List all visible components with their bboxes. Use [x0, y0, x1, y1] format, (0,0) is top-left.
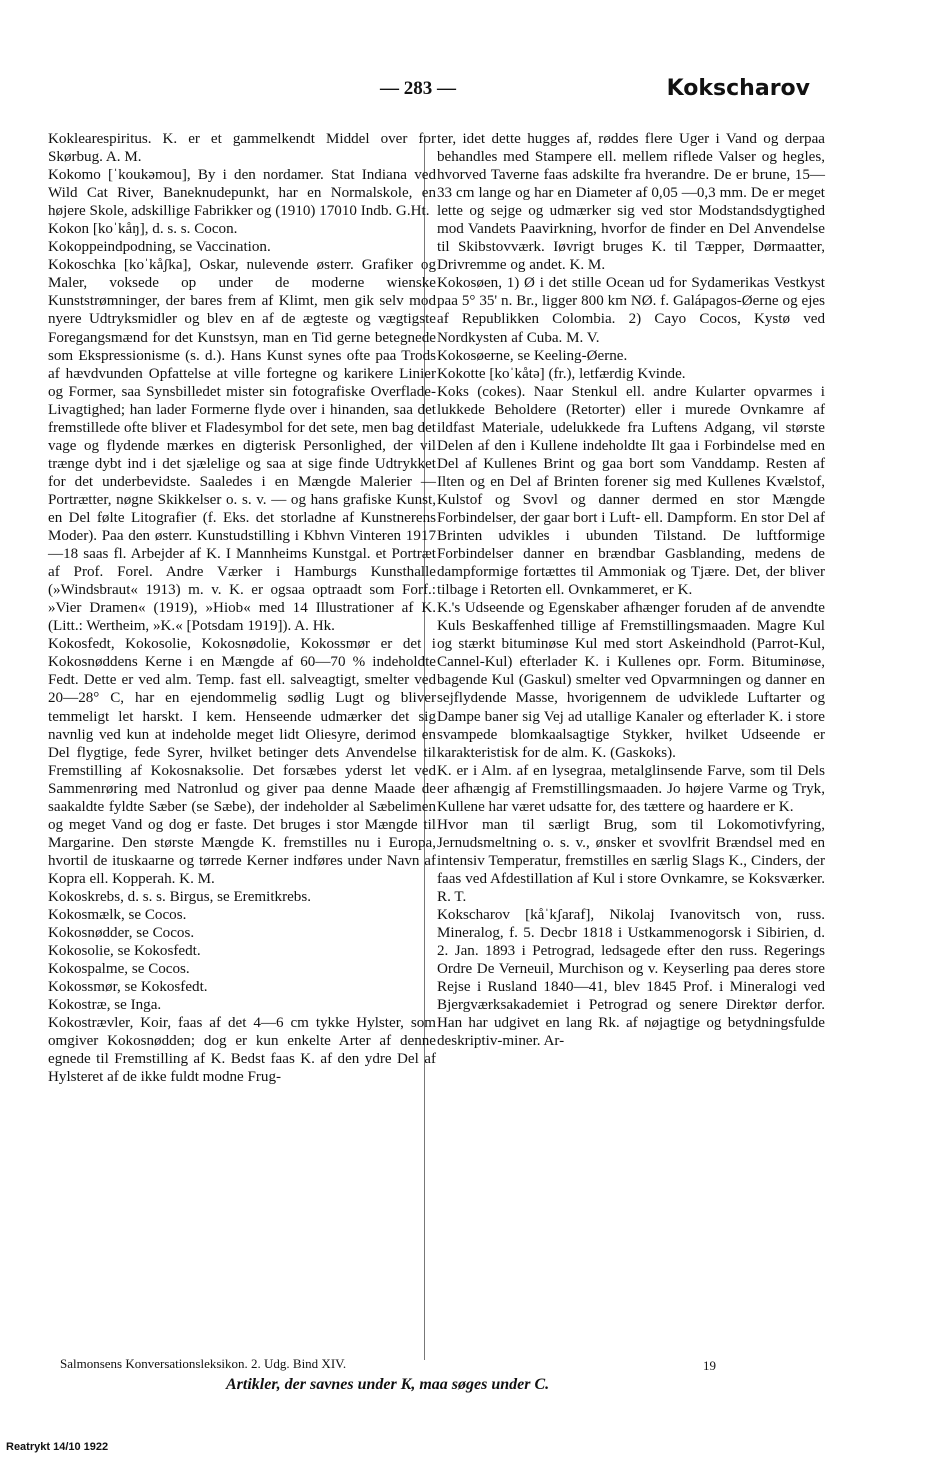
- running-head: Kokscharov: [666, 76, 810, 101]
- entry-kokoskrebs: Kokoskrebs, d. s. s. Birgus, se Eremitkrebs.: [48, 888, 312, 905]
- entry-kokospalme: Kokospalme, se Cocos.: [48, 961, 190, 978]
- entry-kokscharov: Kokscharov [kåˈkʃaraf], Nikolaj Ivanovitsch von, russ. Mineralog, f. 5. Decbr 1818 i Ustkammenogorsk i Sibirien, d. 2. Jan. 1893 i Petrograd, ledsagede efter den russ. Regerings Ordre De Verneuil, Murchison og v. Keyserling paa deres store Rejse i Rusland 1840—41, blev 1845 Prof. i Mineralogi ved Bjergværksakademiet i Petrograd og senere Direktør derfor. Han har udgivet en lang Rk. af nøjagtige og betydningsfulde deskriptiv-miner. Ar-: [437, 907, 825, 1050]
- entry-kokosolie: Kokosolie, se Kokosfedt.: [48, 943, 201, 960]
- entry-kokostrae: Kokostræ, se Inga.: [48, 997, 162, 1014]
- entry-kokotte: Kokotte [koˈkåtə] (fr.), letfærdig Kvinde.: [437, 365, 686, 382]
- entry-kokosoen: Kokosøen, 1) Ø i det stille Ocean ud for Sydamerikas Vestkyst paa 5° 35' n. Br., ligger 800 km NØ. f. Galápagos-Øerne og ejes af Republikken Colombia. 2) Cayo Cocos, Kystø ved Nordkysten af Cuba. M. V.: [437, 275, 825, 346]
- footer-note: Artikler, der savnes under K, maa søges under C.: [226, 1376, 550, 1393]
- entry-kokomo: Kokomo [ˈkoukəmou], By i den nordamer. Stat Indiana ved Wild Cat River, Baneknudepunkt, har en Normalskole, en højere Skole, adskillige Fabrikker og (1910) 17010 Indb. G.Ht.: [48, 167, 436, 220]
- left-column: [48, 130, 436, 1086]
- entry-kokoschka: Kokoschka [koˈkåʃka], Oskar, nulevende østerr. Grafiker og Maler, voksede op under de moderne wienske Kunststrømninger, der bares frem af Klimt, men gik selv mod nyere Udtryksmidler og blev en af de ægteste og vægtigste Foregangsmænd for det Kunstsyn, man en Tid gerne betegnede som Ekspressionisme (s. d.). Hans Kunst synes ofte paa Trods af hævdvunden Opfattelse at ville fortegne og karikere Linier og Former, saa Synsbilledet mister sin fotografiske Overflade-Livagtighed; han lader Formerne flyde over i hinanden, saa det fremstillede ofte bliver et Fladesymbol for det sete, men bag det vage og flydende mærkes en digterisk Personlighed, der vil trænge dybt ind i det sjælelige og saa at sige finde Udtrykket for det underbevidste. Saaledes i en Mængde Malerier — Portrætter, nøgne Skikkelser o. s. v. — og hans grafiske Kunst, en Del følte Litografier (f. Eks. det storladne af Kunstnerens Moder). Paa den østerr. Kunstudstilling i Kbhvn Vinteren 1917—18 saas fl. Arbejder af K. I Mannheims Kunstgal. et Portræt af Prof. Forel. Andre Værker i Hamburgs Kunsthalle (»Windsbraut« 1913) m. v. K. er ogsaa optraadt som Forf.: »Vier Dramen« (1919), »Hiob« med 14 Illustrationer af K. (Litt.: Wertheim, »K.« [Potsdam 1919]). A. Hk.: [48, 257, 436, 635]
- entry-kokosoerne: Kokosøerne, se Keeling-Øerne.: [437, 347, 628, 364]
- entry-kokosmaelk: Kokosmælk, se Cocos.: [48, 907, 187, 924]
- entry-kokosnodder: Kokosnødder, se Cocos.: [48, 925, 195, 942]
- entry-koks-udseende: K.'s Udseende og Egenskaber afhænger foruden af de anvendte Kuls Beskaffenhed tillige af Fremstillingsmaaden. Magre Kul og stærkt bituminøse Kul med stort Askeindhold (Parrot-Kul, Cannel-Kul) efterlader K. i Kullenes opr. Form. Bituminøse, bagende Kul (Gaskul) smelter ved Opvarmningen og danner en sejflydende Masse, hvorigennem de udviklede Luftarter og Dampe baner sig Vej ad utallige Kanaler og efterlader K. i store svampede blomkaalsagtige Stykker, hvilket Udseende er karakteristisk for de alm. K. (Gaskoks).: [437, 600, 825, 761]
- entry-kokossmor: Kokossmør, se Kokosfedt.: [48, 979, 208, 996]
- entry-koks-cinders: Hvor man til særligt Brug, som til Lokomotivfyring, Jernudsmeltning o. s. v., ønsker et svovlfrit Brændsel med en intensiv Temperatur, fremstilles en særlig Slags K., Cinders, der faas ved Afdestillation af Kul i store Ovnkamre, se Koksværker. R. T.: [437, 816, 825, 905]
- signature-mark: 19: [703, 1358, 716, 1373]
- entry-kokosfedt: Kokosfedt, Kokosolie, Kokosnødolie, Kokossmør er det i Kokosnøddens Kerne i en Mængde af 60—70 % indeholdte Fedt. Dette er ved alm. Temp. fast ell. salveagtigt, smelter ved 20—28° C, har en ejendommelig sødlig Lugt og bliver temmeligt let harskt. I kem. Henseende udmærker det sig navnlig ved kun at indeholde meget lidt Oliesyre, derimod en Del flygtige, fede Syrer, hvilket betinger dets Anvendelse til Fremstilling af Kokosnaksolie. Det forsæbes yderst let ved Sammenrøring med Natronlud og giver paa denne Maade de saakaldte fyldte Sæber (se Sæbe), der indeholder al Sæbelimen og meget Vand og dog er faste. Det bruges i stor Mængde til Margarine. Den største Mængde K. fremstilles nu i Europa, hvortil de ituskaarne og tørrede Kerner indføres under Navn af Kopra ell. Kopperah. K. M.: [48, 636, 436, 887]
- publication-line: Salmonsens Konversationsleksikon. 2. Udg. Bind XIV.: [60, 1356, 347, 1371]
- entry-koks: Koks (cokes). Naar Stenkul ell. andre Kularter opvarmes i lukkede Beholdere (Retorter) eller i murede Ovnkamre af ildfast Materiale, udelukkede fra Luftens Adgang, vil største Delen af den i Kullene indeholdte Ilt gaa i Forbindelse med en Del af Kullenes Brint og gaa bort som Vanddamp. Resten af Ilten og en Del af Brinten forener sig med Kullenes Kvælstof, Kulstof og Svovl og danner dermed en stor Mængde Forbindelser, der gaar bort i Luft- ell. Dampform. En stor Del af Brinten udvikles i ubunden Tilstand. De luftformige Forbindelser danner en brændbar Gasblanding, medens de dampformige fortættes til Ammoniak og Tjære. Det, der bliver tilbage i Retorten ell. Ovnkammeret, er K.: [437, 383, 825, 599]
- page-number: — 283 —: [380, 78, 456, 99]
- entry-kokostraevler-cont: ter, idet dette hugges af, røddes flere Uger i Vand og derpaa behandles med Stampere ell. mellem riflede Valser og hegles, hvorved Taverne faas adskilte fra hverandre. De er brune, 15—33 cm lange og har en Diameter af 0,05 —0,3 mm. De er meget lette og sejge og udmærker sig ved stor Modstandsdygtighed mod Vandets Paavirkning, hvorfor de finder en Del Anvendelse til Skibstovværk. Iøvrigt bruges K. til Tæpper, Dørmaatter, Drivremme og andet. K. M.: [437, 131, 825, 274]
- right-column: [437, 130, 825, 1050]
- entry-kokon: Kokon [koˈkåŋ], d. s. s. Cocon.: [48, 221, 238, 238]
- page-header: [0, 78, 928, 108]
- reprint-mark: Reatrykt 14/10 1922: [6, 1441, 109, 1453]
- entry-koks-farve: K. er i Alm. af en lysegraa, metalglinsende Farve, som til Dels er afhængig af Fremstillingsmaaden. Jo højere Varme og Tryk, Kullene har været udsatte for, des tættere og haardere er K.: [437, 762, 825, 815]
- entry-koklearespiritus: Koklearespiritus. K. er et gammelkendt Middel over for Skørbug. A. M.: [48, 131, 436, 166]
- entry-kokostraevler: Kokostrævler, Koir, faas af det 4—6 cm tykke Hylster, som omgiver Kokosnødden; dog er kun enkelte Arter af denne egnede til Fremstilling af K. Bedst faas K. af den ydre Del af Hylsteret af de ikke fuldt modne Frug-: [48, 1015, 436, 1086]
- entry-kokoppeindpodning: Kokoppeindpodning, se Vaccination.: [48, 239, 271, 256]
